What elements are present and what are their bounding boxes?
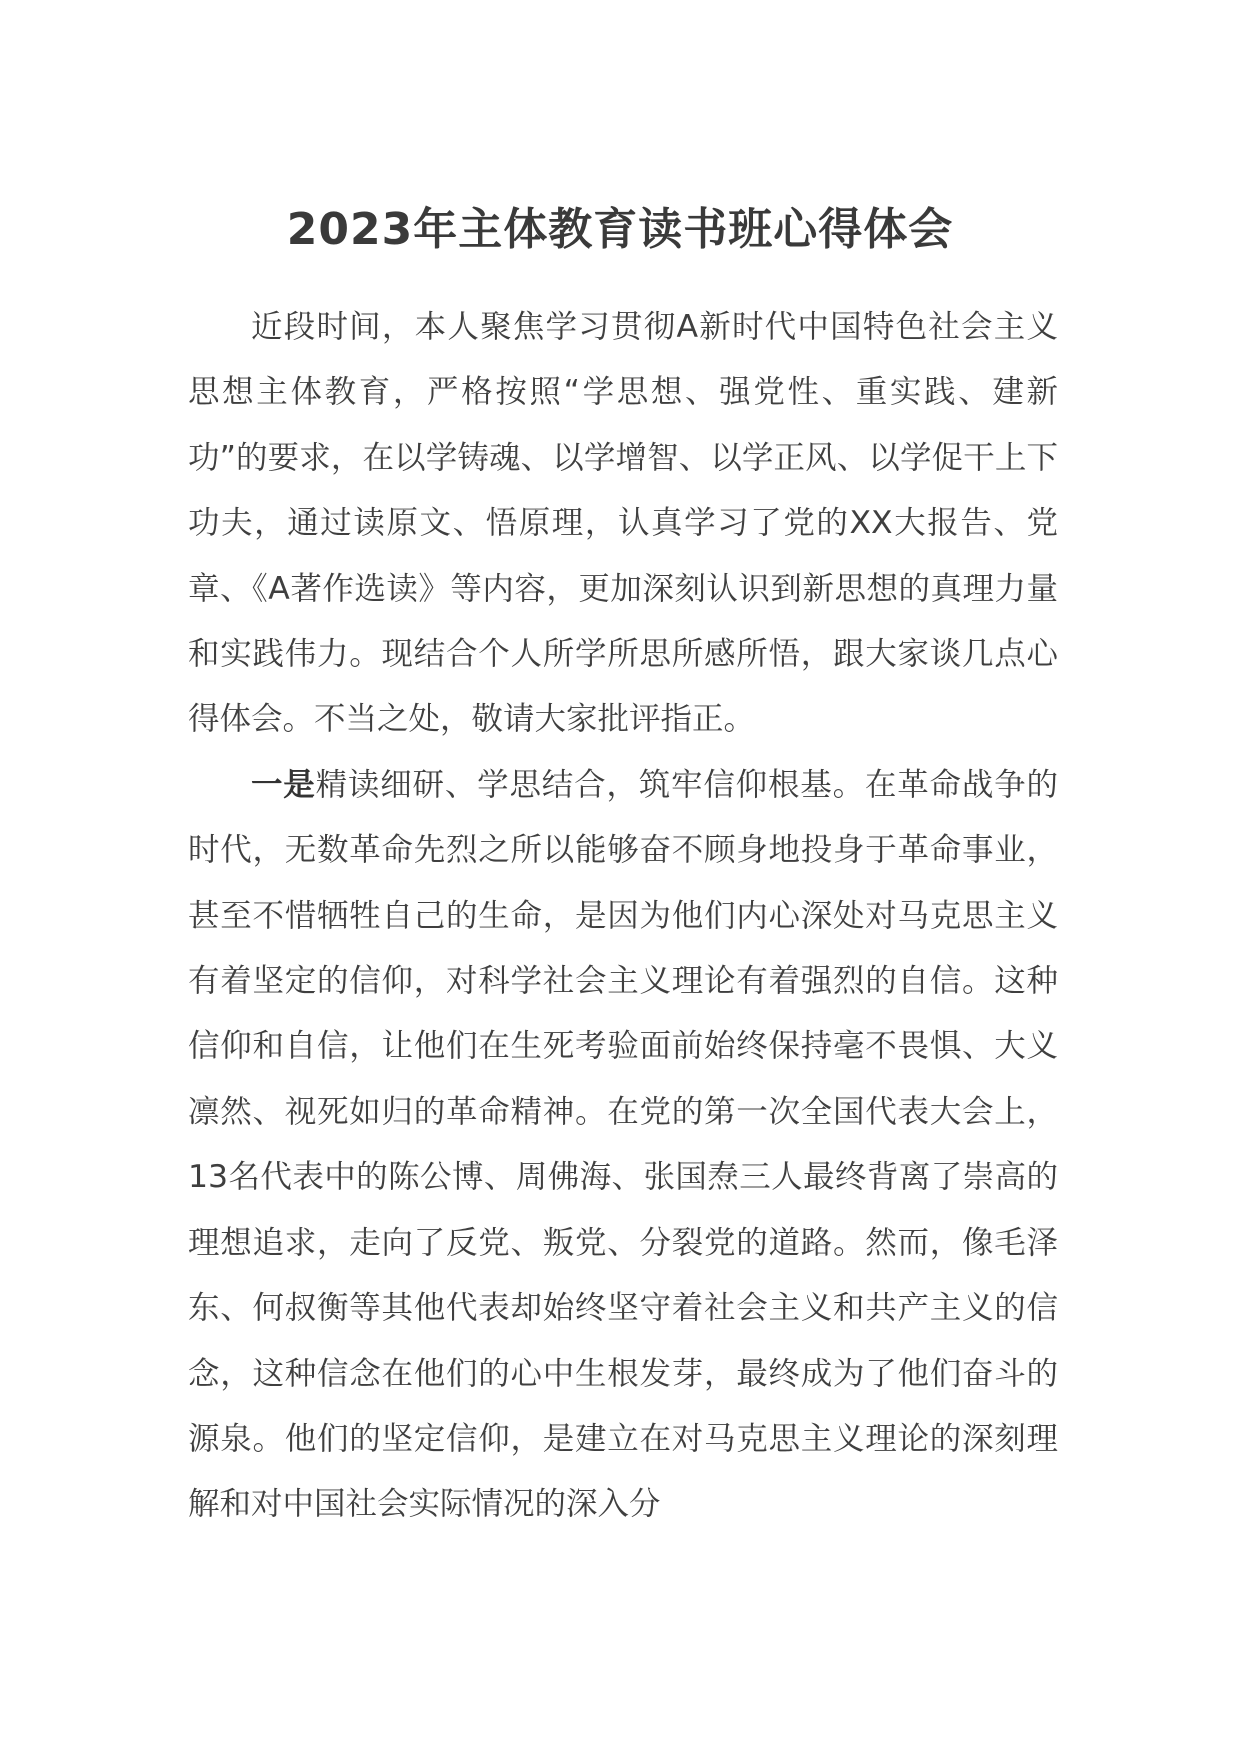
- paragraph-point-one: [188, 753, 1058, 1538]
- paragraph-point-one-text: 精读细研、学思结合，筑牢信仰根基。在革命战争的时代，无数革命先烈之所以能够奋不顾身地投身于革命事业，甚至不惜牺牲自己的生命，是因为他们内心深处对马克思主义有着坚定的信仰，对科学社会主义理论有着强烈的自信。这种信仰和自信，让他们在生死考验面前始终保持毫不畏惧、大义凛然、视死如归的革命精神。在党的第一次全国代表大会上，13名代表中的陈公博、周佛海、张国焘三人最终背离了崇高的理想追求，走向了反党、叛党、分裂党的道路。然而，像毛泽东、何叔衡等其他代表却始终坚守着社会主义和共产主义的信念，这种信念在他们的心中生根发芽，最终成为了他们奋斗的源泉。他们的坚定信仰，是建立在对马克思主义理论的深刻理解和对中国社会实际情况的深入分: [188, 766, 1058, 1523]
- document-title: 2023年主体教育读书班心得体会: [286, 204, 954, 255]
- paragraph-intro: [188, 295, 1058, 753]
- paragraph-point-one-lead: 一是: [251, 766, 316, 803]
- document-body: [188, 295, 1058, 1538]
- paragraph-intro-text: 近段时间，本人聚焦学习贯彻A新时代中国特色社会主义思想主体教育，严格按照“学思想、强党性、重实践、建新功”的要求，在以学铸魂、以学增智、以学正风、以学促干上下功夫，通过读原文、悟原理，认真学习了党的XX大报告、党章、《A著作选读》等内容，更加深刻认识到新思想的真理力量和实践伟力。现结合个人所学所思所感所悟，跟大家谈几点心得体会。不当之处，敬请大家批评指正。: [188, 309, 1058, 738]
